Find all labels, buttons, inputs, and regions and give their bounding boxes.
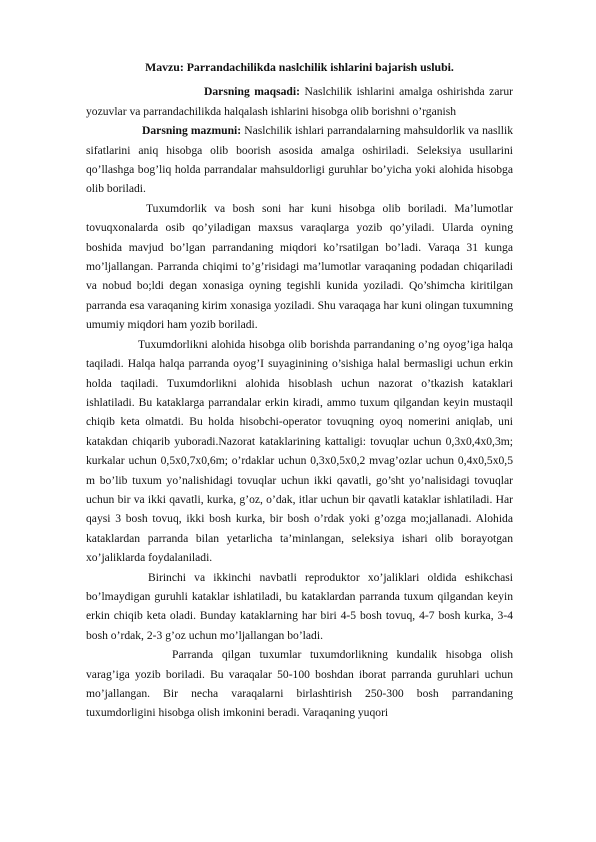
lesson-goal-paragraph — [86, 82, 513, 121]
lesson-content-paragraph — [86, 121, 513, 199]
lesson-content-label: Darsning mazmuni: — [142, 124, 242, 138]
document-title: Mavzu: Parrandachilikda naslchilik ishlarini bajarish uslubi. — [145, 60, 454, 74]
body-paragraph: Tuxumdorlikni alohida hisobga olib borishda parrandaning o’ng oyog’iga halqa taqiladi. Halqa halqa parranda oyog’I suyaginining o’sishiga halal bermasligi uchun erkin holda taqiladi. Tuxumdorlikni alohida hisoblash uchun nazorat o’tkazish kataklari ishlatiladi. Bu kataklarga parrandalar erkin kiradi, ammo tuxum qilgandan keyin mustaqil chiqib keta olmatdi. Bu holda hisobchi-operator tovuqning oyoq nomerini aniqlab, uni katakdan chiqarib yuboradi.Nazorat kataklarining kattaligi: tovuqlar uchun 0,3x0,4x0,3m; kurkalar uchun 0,5x0,7x0,6m; o’rdaklar uchun 0,3x0,5x0,2 mvag’ozlar uchun 0,4x0,5x0,5 m bo’lib tuxum yo’nalishidagi tovuqlar uchun ikki qavatli, go’sht yo’nalisidagi tovuqlar uchun bir va ikki qavatli, kurka, g’oz, o’dak, itlar uchun bir qavatli kataklar ishlatiladi. Har qaysi 3 bosh tovuq, ikki bosh kurka, bir bosh o’rdak yoki g’ozga mo;jallanadi. Alohida kataklardan parranda bilan yetarlicha ta’minlangan, seleksiya ishari olib borayotgan xo’jaliklarda foydalaniladi. — [86, 337, 513, 565]
body-paragraph: Birinchi va ikkinchi navbatli reproduktor xo’jaliklari oldida eshikchasi bo’lmaydigan guruhli kataklar ishlatiladi, bu kataklardan parranda tuxum qilgandan keyin erkin chiqib keta oladi. Bunday kataklarning har biri 4-5 bosh tovuq, 4-7 bosh kurka, 3-4 bosh o’rdak, 2-3 g’oz uchun mo’ljallangan bo’ladi. — [86, 570, 513, 642]
body-paragraph: Parranda qilgan tuxumlar tuxumdorlikning kundalik hisobga olish varag’iga yozib boriladi. Bu varaqalar 50-100 boshdan iborat parranda guruhlari uchun mo’jallangan. Bir necha varaqalarni birlashtirish 250-300 bosh parrandaning tuxumdorligini hisobga olish imkonini beradi. Varaqaning yuqori — [86, 648, 513, 720]
lesson-content-text: Naslchilik ishlari parrandalarning mahsuldorlik va nasllik sifatlarini aniq hisobga olib boorish asosida amalga oshiriladi. Seleksiya usullarini qo’llashga bog’liq holda parrandalar mahsuldorligi guruhlar bo’yicha yoki alohida hisobga olib boriladi. — [86, 124, 513, 196]
lesson-goal-label: Darsning maqsadi: — [204, 85, 300, 99]
document-page — [86, 58, 513, 723]
body-paragraph: Tuxumdorlik va bosh soni har kuni hisobga olib boriladi. Ma’lumotlar tovuqxonalarda osib qo’yiladigan maxsus varaqlarga yozib qo’yiladi. Ularda oyning boshida mavjud bo’lgan parrandaning miqdori ko’rsatilgan bo’ladi. Varaqa 31 kunga mo’ljallangan. Parranda chiqimi to’g’risidagi ma’lumotlar varaqaning podadan chiqariladi va nobud bo;ldi degan xonasiga oyning tegishli kunida yoziladi. Qo’shimcha kiritilgan parranda esa varaqaning kirim xonasiga yoziladi. Shu varaqaga har kuni olingan tuxumning umumiy miqdori ham yozib boriladi. — [86, 201, 513, 332]
lesson-goal-text: Naslchilik ishlarini amalga oshirishda zarur yozuvlar va parrandachilikda halqalash ishlarini hisobga olib borishni o’rganish — [86, 85, 513, 118]
